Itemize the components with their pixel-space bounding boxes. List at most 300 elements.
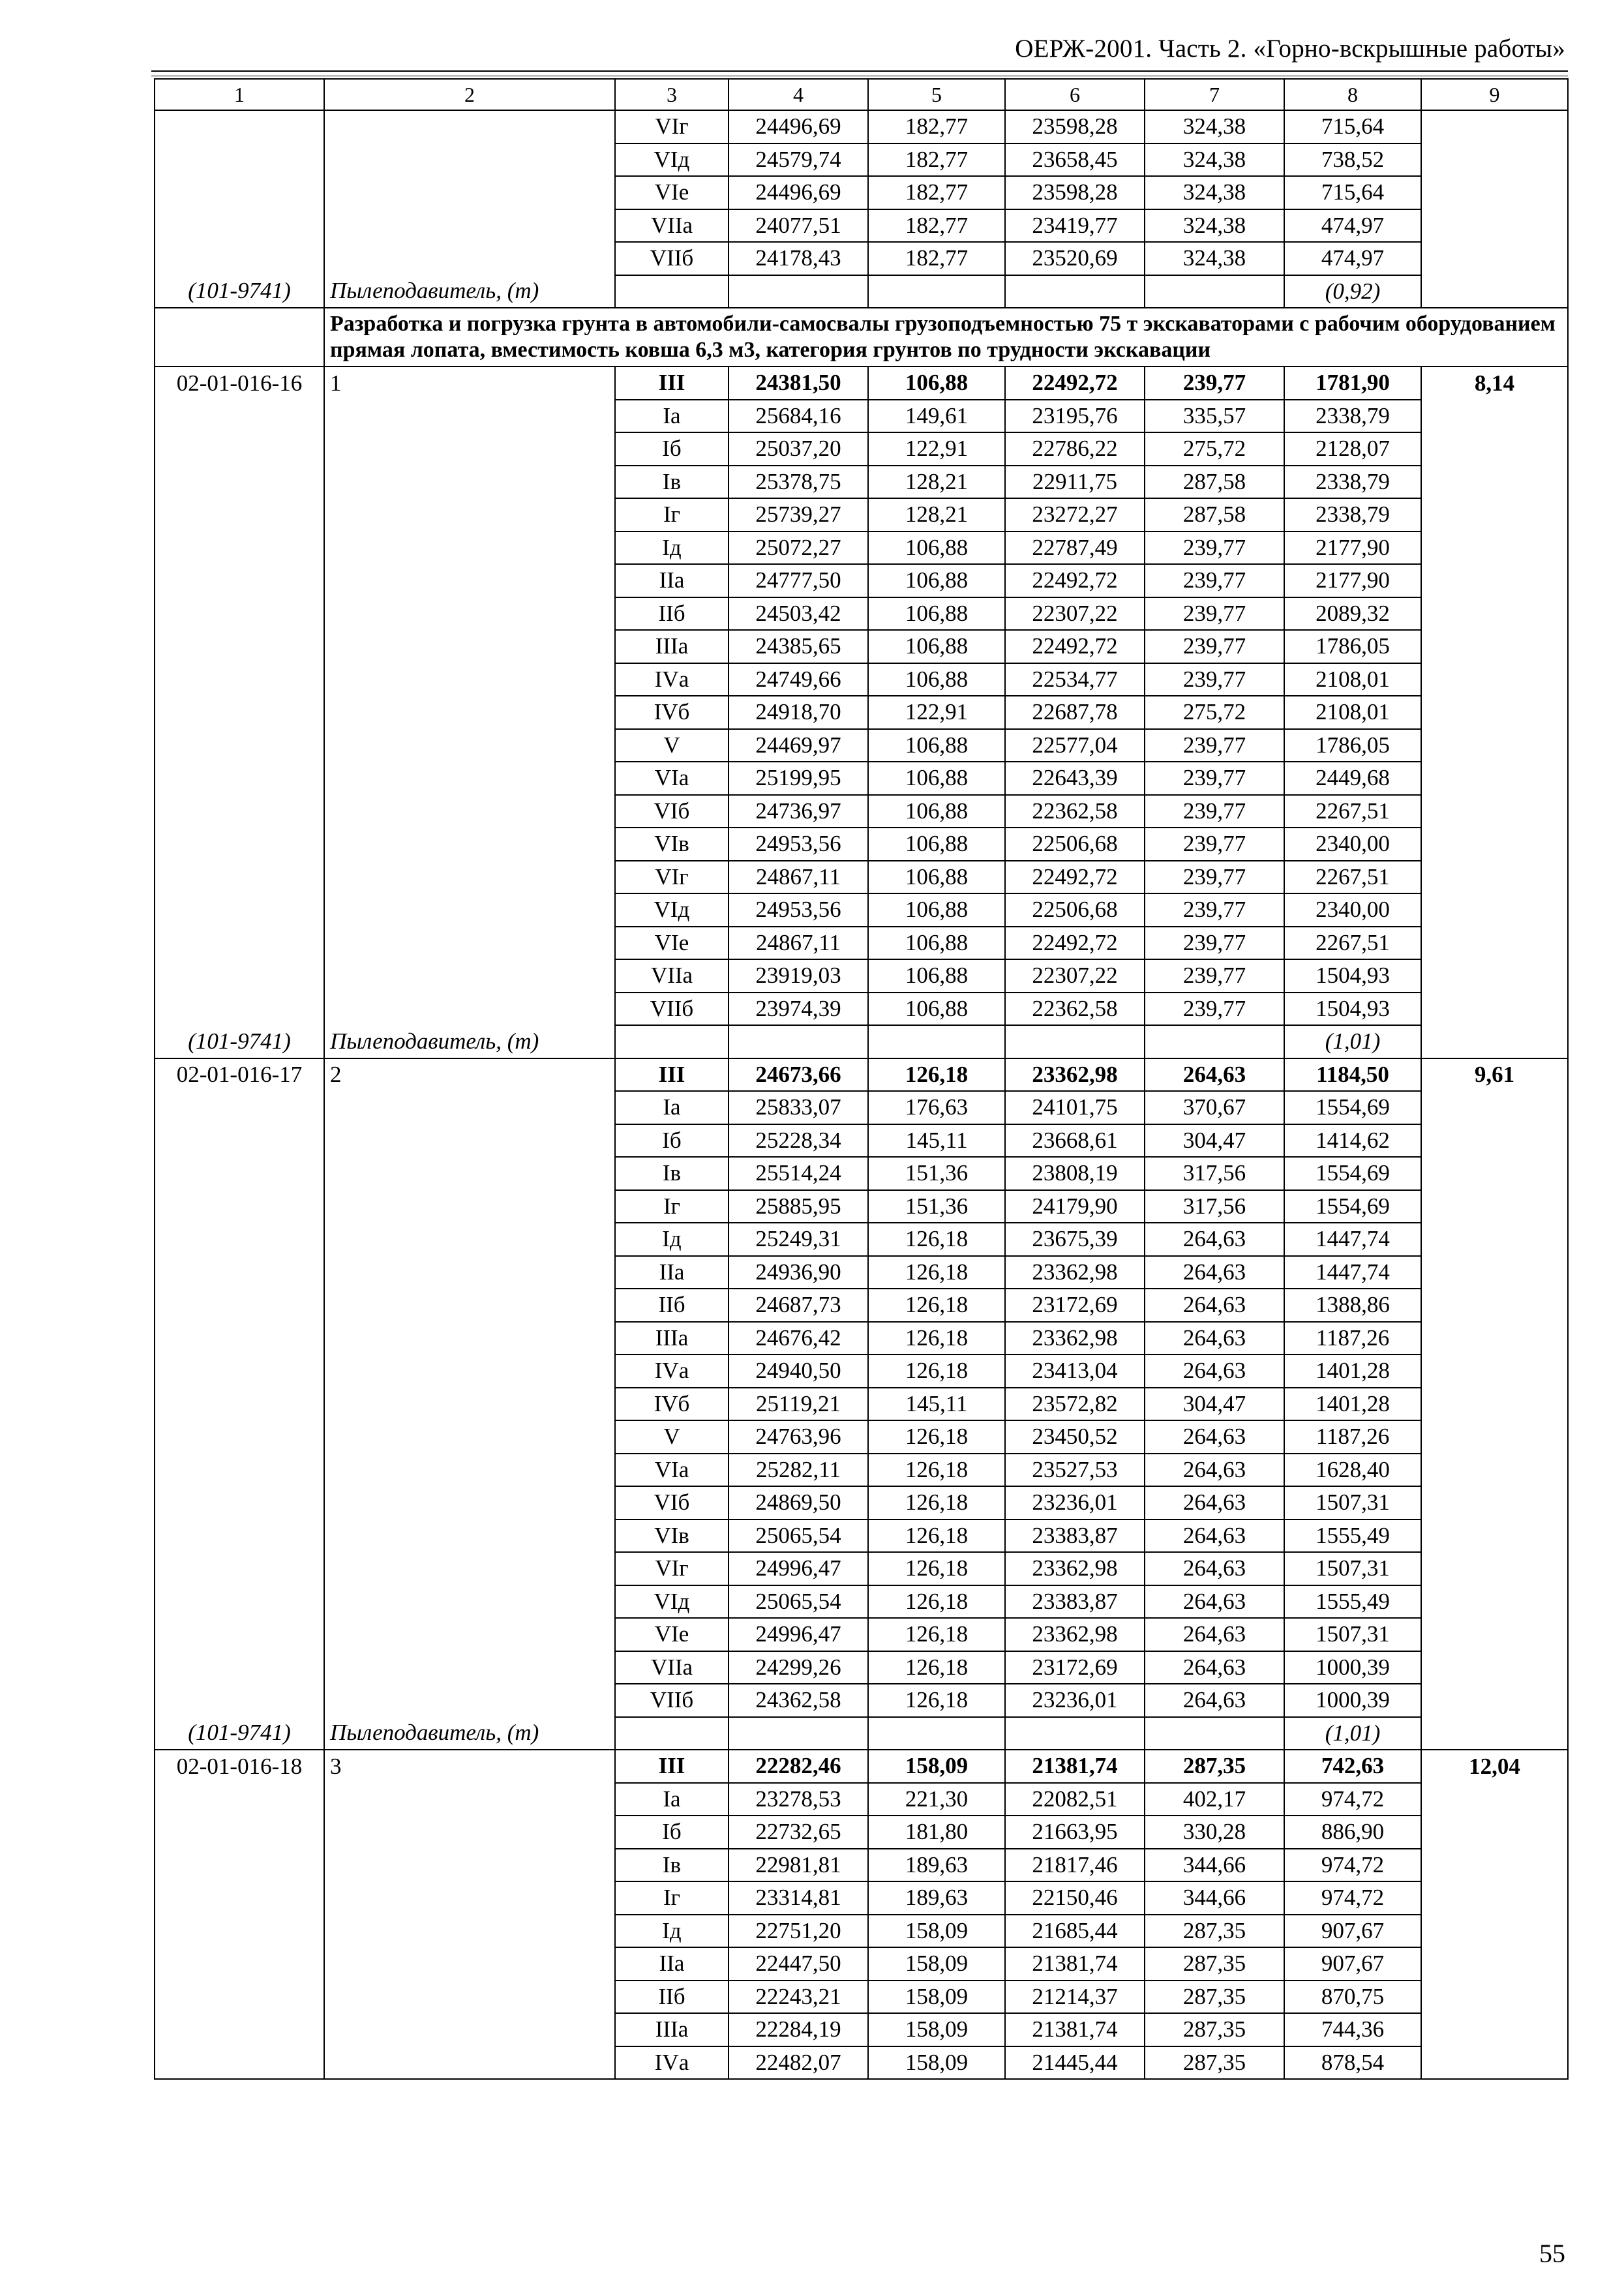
value-cell: 23419,77 xyxy=(1005,209,1145,243)
value-cell: 24579,74 xyxy=(729,143,868,177)
value-cell: 287,35 xyxy=(1145,1947,1284,1981)
table-row xyxy=(155,110,1568,143)
value-cell: 2267,51 xyxy=(1284,795,1421,828)
value-cell: 870,75 xyxy=(1284,1981,1421,2014)
value-cell: 287,58 xyxy=(1145,498,1284,531)
name-cell xyxy=(324,1454,615,1487)
value-cell: 1401,28 xyxy=(1284,1388,1421,1421)
table-row xyxy=(155,1157,1568,1190)
table-row xyxy=(155,1388,1568,1421)
labor-cell xyxy=(1421,1783,1568,1816)
empty-cell xyxy=(155,308,324,367)
value-cell: 324,38 xyxy=(1145,242,1284,275)
table-row xyxy=(155,1420,1568,1454)
value-cell: 24953,56 xyxy=(729,828,868,861)
code-cell xyxy=(155,828,324,861)
value-cell: 126,18 xyxy=(868,1486,1005,1519)
value-cell: 239,77 xyxy=(1145,630,1284,663)
category-cell: IIа xyxy=(615,1256,729,1289)
name-cell xyxy=(324,927,615,960)
value-cell: 182,77 xyxy=(868,110,1005,143)
code-cell xyxy=(155,564,324,597)
name-cell xyxy=(324,828,615,861)
value-cell: 264,63 xyxy=(1145,1223,1284,1256)
value-cell: 126,18 xyxy=(868,1289,1005,1322)
value-cell: 24749,66 xyxy=(729,663,868,696)
value-cell: 264,63 xyxy=(1145,1289,1284,1322)
value-cell: 24179,90 xyxy=(1005,1190,1145,1223)
value-cell: 151,36 xyxy=(868,1190,1005,1223)
value-cell: 886,90 xyxy=(1284,1816,1421,1849)
labor-cell xyxy=(1421,1486,1568,1519)
value-cell: 264,63 xyxy=(1145,1354,1284,1388)
column-number-row xyxy=(155,79,1568,110)
name-cell xyxy=(324,498,615,531)
labor-cell xyxy=(1421,1816,1568,1849)
category-cell: VIе xyxy=(615,176,729,209)
name-cell xyxy=(324,1157,615,1190)
name-cell xyxy=(324,1256,615,1289)
code-cell xyxy=(155,531,324,565)
code-cell xyxy=(155,861,324,894)
value-cell: 287,35 xyxy=(1145,2013,1284,2046)
category-cell: Iа xyxy=(615,400,729,433)
labor-cell xyxy=(1421,828,1568,861)
table-row xyxy=(155,2013,1568,2046)
table-row xyxy=(155,993,1568,1026)
code-cell xyxy=(155,1881,324,1915)
value-cell: 335,57 xyxy=(1145,400,1284,433)
category-cell: IIб xyxy=(615,597,729,631)
value-cell: 106,88 xyxy=(868,959,1005,993)
value-cell: 23362,98 xyxy=(1005,1618,1145,1651)
value-cell: 264,63 xyxy=(1145,1420,1284,1454)
value-cell: 23383,87 xyxy=(1005,1585,1145,1619)
category-cell: Iг xyxy=(615,1190,729,1223)
labor-cell xyxy=(1421,959,1568,993)
value-cell: 239,77 xyxy=(1145,828,1284,861)
empty-cell xyxy=(1145,1025,1284,1058)
value-cell: 239,77 xyxy=(1145,597,1284,631)
value-cell: 330,28 xyxy=(1145,1816,1284,1849)
value-cell: 158,09 xyxy=(868,1750,1005,1783)
value-cell: 239,77 xyxy=(1145,927,1284,960)
value-cell: 106,88 xyxy=(868,762,1005,795)
table-row xyxy=(155,1783,1568,1816)
table-row xyxy=(155,1223,1568,1256)
name-cell xyxy=(324,1519,615,1553)
code-cell xyxy=(155,242,324,275)
value-cell: 742,63 xyxy=(1284,1750,1421,1783)
value-cell: 1628,40 xyxy=(1284,1454,1421,1487)
labor-cell xyxy=(1421,1849,1568,1882)
value-cell: 128,21 xyxy=(868,466,1005,499)
value-cell: 126,18 xyxy=(868,1223,1005,1256)
value-cell: 24503,42 xyxy=(729,597,868,631)
table-row xyxy=(155,927,1568,960)
value-cell: 21685,44 xyxy=(1005,1915,1145,1948)
value-cell: 239,77 xyxy=(1145,663,1284,696)
name-cell xyxy=(324,630,615,663)
name-cell xyxy=(324,242,615,275)
category-cell: VIд xyxy=(615,893,729,927)
value-cell: 126,18 xyxy=(868,1618,1005,1651)
value-cell: 122,91 xyxy=(868,432,1005,466)
labor-cell xyxy=(1421,1519,1568,1553)
value-cell: 24996,47 xyxy=(729,1618,868,1651)
value-cell: 23236,01 xyxy=(1005,1684,1145,1717)
table-row xyxy=(155,531,1568,565)
category-cell: V xyxy=(615,1420,729,1454)
value-cell: 21214,37 xyxy=(1005,1981,1145,2014)
labor-cell xyxy=(1421,630,1568,663)
table-row xyxy=(155,959,1568,993)
value-cell: 324,38 xyxy=(1145,209,1284,243)
value-cell: 158,09 xyxy=(868,1915,1005,1948)
table-row xyxy=(155,795,1568,828)
value-cell: 22751,20 xyxy=(729,1915,868,1948)
name-cell xyxy=(324,466,615,499)
rate-main-row xyxy=(155,367,1568,400)
table-row xyxy=(155,1881,1568,1915)
value-cell: 1504,93 xyxy=(1284,993,1421,1026)
value-cell: 1554,69 xyxy=(1284,1091,1421,1124)
rate-number: 3 xyxy=(324,1750,615,1783)
empty-cell xyxy=(868,1717,1005,1750)
value-cell: 181,80 xyxy=(868,1816,1005,1849)
table-row xyxy=(155,1091,1568,1124)
category-cell: III xyxy=(615,367,729,400)
name-cell xyxy=(324,432,615,466)
labor-cell xyxy=(1421,1717,1568,1750)
value-cell: 22787,49 xyxy=(1005,531,1145,565)
value-cell: 2128,07 xyxy=(1284,432,1421,466)
code-cell xyxy=(155,1684,324,1717)
value-cell: 126,18 xyxy=(868,1585,1005,1619)
name-cell xyxy=(324,1322,615,1355)
category-cell: IIа xyxy=(615,1947,729,1981)
value-cell: 23362,98 xyxy=(1005,1322,1145,1355)
category-cell: VIIб xyxy=(615,993,729,1026)
value-cell: 324,38 xyxy=(1145,143,1284,177)
value-cell: 22492,72 xyxy=(1005,367,1145,400)
value-cell: 24299,26 xyxy=(729,1651,868,1684)
value-cell: 287,35 xyxy=(1145,2046,1284,2080)
name-cell xyxy=(324,1289,615,1322)
table-row xyxy=(155,1454,1568,1487)
code-cell xyxy=(155,696,324,729)
value-cell: 275,72 xyxy=(1145,696,1284,729)
value-cell: 22732,65 xyxy=(729,1816,868,1849)
category-cell: VIг xyxy=(615,1552,729,1585)
value-cell: 1447,74 xyxy=(1284,1223,1421,1256)
category-cell: VIа xyxy=(615,762,729,795)
name-cell xyxy=(324,1223,615,1256)
empty-cell xyxy=(868,1025,1005,1058)
table-row xyxy=(155,1849,1568,1882)
resource-value: (0,92) xyxy=(1284,275,1421,308)
rate-code: 02-01-016-16 xyxy=(155,367,324,400)
code-cell xyxy=(155,959,324,993)
value-cell: 907,67 xyxy=(1284,1947,1421,1981)
value-cell: 22786,22 xyxy=(1005,432,1145,466)
value-cell: 22577,04 xyxy=(1005,729,1145,762)
name-cell xyxy=(324,1124,615,1158)
rate-main-row xyxy=(155,1750,1568,1783)
value-cell: 23520,69 xyxy=(1005,242,1145,275)
code-cell xyxy=(155,1915,324,1948)
value-cell: 264,63 xyxy=(1145,1486,1284,1519)
value-cell: 122,91 xyxy=(868,696,1005,729)
resource-code: (101-9741) xyxy=(155,1025,324,1058)
category-cell: VIе xyxy=(615,1618,729,1651)
value-cell: 304,47 xyxy=(1145,1124,1284,1158)
code-cell xyxy=(155,432,324,466)
category-cell: VIIа xyxy=(615,1651,729,1684)
code-cell xyxy=(155,795,324,828)
value-cell: 126,18 xyxy=(868,1322,1005,1355)
table-row xyxy=(155,1519,1568,1553)
name-cell xyxy=(324,1552,615,1585)
code-cell xyxy=(155,209,324,243)
value-cell: 1555,49 xyxy=(1284,1585,1421,1619)
code-cell xyxy=(155,1981,324,2014)
labor-cell xyxy=(1421,1354,1568,1388)
code-cell xyxy=(155,1519,324,1553)
value-cell: 22492,72 xyxy=(1005,927,1145,960)
empty-cell xyxy=(729,1025,868,1058)
resource-code: (101-9741) xyxy=(155,275,324,308)
value-cell: 25833,07 xyxy=(729,1091,868,1124)
value-cell: 2177,90 xyxy=(1284,531,1421,565)
value-cell: 264,63 xyxy=(1145,1684,1284,1717)
value-cell: 23236,01 xyxy=(1005,1486,1145,1519)
labor-cell xyxy=(1421,498,1568,531)
dust-suppressor-row xyxy=(155,1717,1568,1750)
column-number: 1 xyxy=(155,79,324,110)
resource-name: Пылеподавитель, (т) xyxy=(324,275,615,308)
table-row xyxy=(155,1684,1568,1717)
table-row xyxy=(155,432,1568,466)
table-row xyxy=(155,762,1568,795)
value-cell: 106,88 xyxy=(868,828,1005,861)
value-cell: 1781,90 xyxy=(1284,367,1421,400)
empty-cell xyxy=(868,275,1005,308)
category-cell: III xyxy=(615,1750,729,1783)
value-cell: 24362,58 xyxy=(729,1684,868,1717)
value-cell: 106,88 xyxy=(868,927,1005,960)
value-cell: 1507,31 xyxy=(1284,1618,1421,1651)
value-cell: 2338,79 xyxy=(1284,466,1421,499)
category-cell: III xyxy=(615,1058,729,1092)
code-cell xyxy=(155,1947,324,1981)
category-cell: VIд xyxy=(615,143,729,177)
value-cell: 106,88 xyxy=(868,993,1005,1026)
category-cell: VIв xyxy=(615,1519,729,1553)
labor-cell xyxy=(1421,432,1568,466)
category-cell: VIв xyxy=(615,828,729,861)
labor-cell xyxy=(1421,1091,1568,1124)
category-cell: Iб xyxy=(615,1124,729,1158)
code-cell xyxy=(155,1322,324,1355)
value-cell: 189,63 xyxy=(868,1881,1005,1915)
category-cell: IIб xyxy=(615,1981,729,2014)
category-cell: IIа xyxy=(615,564,729,597)
code-cell xyxy=(155,993,324,1026)
labor-cell xyxy=(1421,1947,1568,1981)
code-cell xyxy=(155,1223,324,1256)
category-cell: Iб xyxy=(615,1816,729,1849)
name-cell xyxy=(324,993,615,1026)
value-cell: 1786,05 xyxy=(1284,729,1421,762)
value-cell: 2108,01 xyxy=(1284,663,1421,696)
value-cell: 23450,52 xyxy=(1005,1420,1145,1454)
value-cell: 2338,79 xyxy=(1284,400,1421,433)
empty-cell xyxy=(1005,1025,1145,1058)
code-cell xyxy=(155,1618,324,1651)
value-cell: 22981,81 xyxy=(729,1849,868,1882)
column-number: 9 xyxy=(1421,79,1568,110)
labor-cell xyxy=(1421,1190,1568,1223)
page-header-title: ОЕРЖ-2001. Часть 2. «Горно-вскрышные работы» xyxy=(1015,35,1565,63)
name-cell xyxy=(324,1915,615,1948)
labor-value: 9,61 xyxy=(1421,1058,1568,1092)
table-row xyxy=(155,1289,1568,1322)
value-cell: 239,77 xyxy=(1145,893,1284,927)
value-cell: 106,88 xyxy=(868,531,1005,565)
code-cell xyxy=(155,927,324,960)
value-cell: 22506,68 xyxy=(1005,828,1145,861)
table-row xyxy=(155,564,1568,597)
labor-cell xyxy=(1421,531,1568,565)
code-cell xyxy=(155,1552,324,1585)
name-cell xyxy=(324,1651,615,1684)
value-cell: 24496,69 xyxy=(729,110,868,143)
value-cell: 21381,74 xyxy=(1005,1750,1145,1783)
category-cell: Iг xyxy=(615,1881,729,1915)
value-cell: 324,38 xyxy=(1145,110,1284,143)
value-cell: 106,88 xyxy=(868,795,1005,828)
category-cell: VIб xyxy=(615,795,729,828)
value-cell: 2267,51 xyxy=(1284,861,1421,894)
resource-code: (101-9741) xyxy=(155,1717,324,1750)
value-cell: 1507,31 xyxy=(1284,1486,1421,1519)
labor-cell xyxy=(1421,795,1568,828)
section-title-row xyxy=(155,308,1568,367)
name-cell xyxy=(324,1388,615,1421)
code-cell xyxy=(155,1124,324,1158)
labor-cell xyxy=(1421,1025,1568,1058)
value-cell: 324,38 xyxy=(1145,176,1284,209)
value-cell: 264,63 xyxy=(1145,1618,1284,1651)
category-cell: IIIа xyxy=(615,1322,729,1355)
category-cell: IVа xyxy=(615,1354,729,1388)
value-cell: 1786,05 xyxy=(1284,630,1421,663)
table-row xyxy=(155,1124,1568,1158)
labor-cell xyxy=(1421,466,1568,499)
value-cell: 474,97 xyxy=(1284,209,1421,243)
code-cell xyxy=(155,597,324,631)
value-cell: 23383,87 xyxy=(1005,1519,1145,1553)
value-cell: 287,35 xyxy=(1145,1750,1284,1783)
labor-cell xyxy=(1421,1223,1568,1256)
name-cell xyxy=(324,1881,615,1915)
code-cell xyxy=(155,2046,324,2080)
value-cell: 22082,51 xyxy=(1005,1783,1145,1816)
category-cell: IIIа xyxy=(615,630,729,663)
value-cell: 2449,68 xyxy=(1284,762,1421,795)
table-row xyxy=(155,1947,1568,1981)
table-row xyxy=(155,729,1568,762)
value-cell: 2338,79 xyxy=(1284,498,1421,531)
value-cell: 264,63 xyxy=(1145,1651,1284,1684)
labor-cell xyxy=(1421,2013,1568,2046)
table-row xyxy=(155,1552,1568,1585)
value-cell: 2340,00 xyxy=(1284,828,1421,861)
value-cell: 738,52 xyxy=(1284,143,1421,177)
table-row xyxy=(155,466,1568,499)
code-cell xyxy=(155,1420,324,1454)
category-cell: Iв xyxy=(615,1157,729,1190)
value-cell: 239,77 xyxy=(1145,993,1284,1026)
column-number: 4 xyxy=(729,79,868,110)
value-cell: 744,36 xyxy=(1284,2013,1421,2046)
value-cell: 287,35 xyxy=(1145,1915,1284,1948)
value-cell: 22506,68 xyxy=(1005,893,1145,927)
value-cell: 317,56 xyxy=(1145,1157,1284,1190)
labor-cell xyxy=(1421,209,1568,243)
value-cell: 23668,61 xyxy=(1005,1124,1145,1158)
name-cell xyxy=(324,1981,615,2014)
name-cell xyxy=(324,1091,615,1124)
value-cell: 24869,50 xyxy=(729,1486,868,1519)
name-cell xyxy=(324,143,615,177)
name-cell xyxy=(324,1684,615,1717)
rate-number: 1 xyxy=(324,367,615,400)
code-cell xyxy=(155,762,324,795)
value-cell: 24996,47 xyxy=(729,1552,868,1585)
value-cell: 24381,50 xyxy=(729,367,868,400)
value-cell: 22362,58 xyxy=(1005,993,1145,1026)
value-cell: 23974,39 xyxy=(729,993,868,1026)
code-cell xyxy=(155,1388,324,1421)
value-cell: 264,63 xyxy=(1145,1322,1284,1355)
value-cell: 24077,51 xyxy=(729,209,868,243)
category-cell: Iд xyxy=(615,1915,729,1948)
value-cell: 2177,90 xyxy=(1284,564,1421,597)
table-row xyxy=(155,242,1568,275)
category-cell: Iа xyxy=(615,1783,729,1816)
labor-cell xyxy=(1421,1289,1568,1322)
value-cell: 25282,11 xyxy=(729,1454,868,1487)
empty-cell xyxy=(729,1717,868,1750)
labor-cell xyxy=(1421,1651,1568,1684)
labor-cell xyxy=(1421,1256,1568,1289)
value-cell: 22307,22 xyxy=(1005,597,1145,631)
value-cell: 878,54 xyxy=(1284,2046,1421,2080)
value-cell: 22492,72 xyxy=(1005,630,1145,663)
category-cell: VIг xyxy=(615,861,729,894)
code-cell xyxy=(155,893,324,927)
code-cell xyxy=(155,1486,324,1519)
page-number: 55 xyxy=(1539,2239,1565,2268)
value-cell: 1507,31 xyxy=(1284,1552,1421,1585)
name-cell xyxy=(324,1816,615,1849)
empty-cell xyxy=(615,1025,729,1058)
value-cell: 239,77 xyxy=(1145,795,1284,828)
value-cell: 24867,11 xyxy=(729,861,868,894)
column-number: 5 xyxy=(868,79,1005,110)
